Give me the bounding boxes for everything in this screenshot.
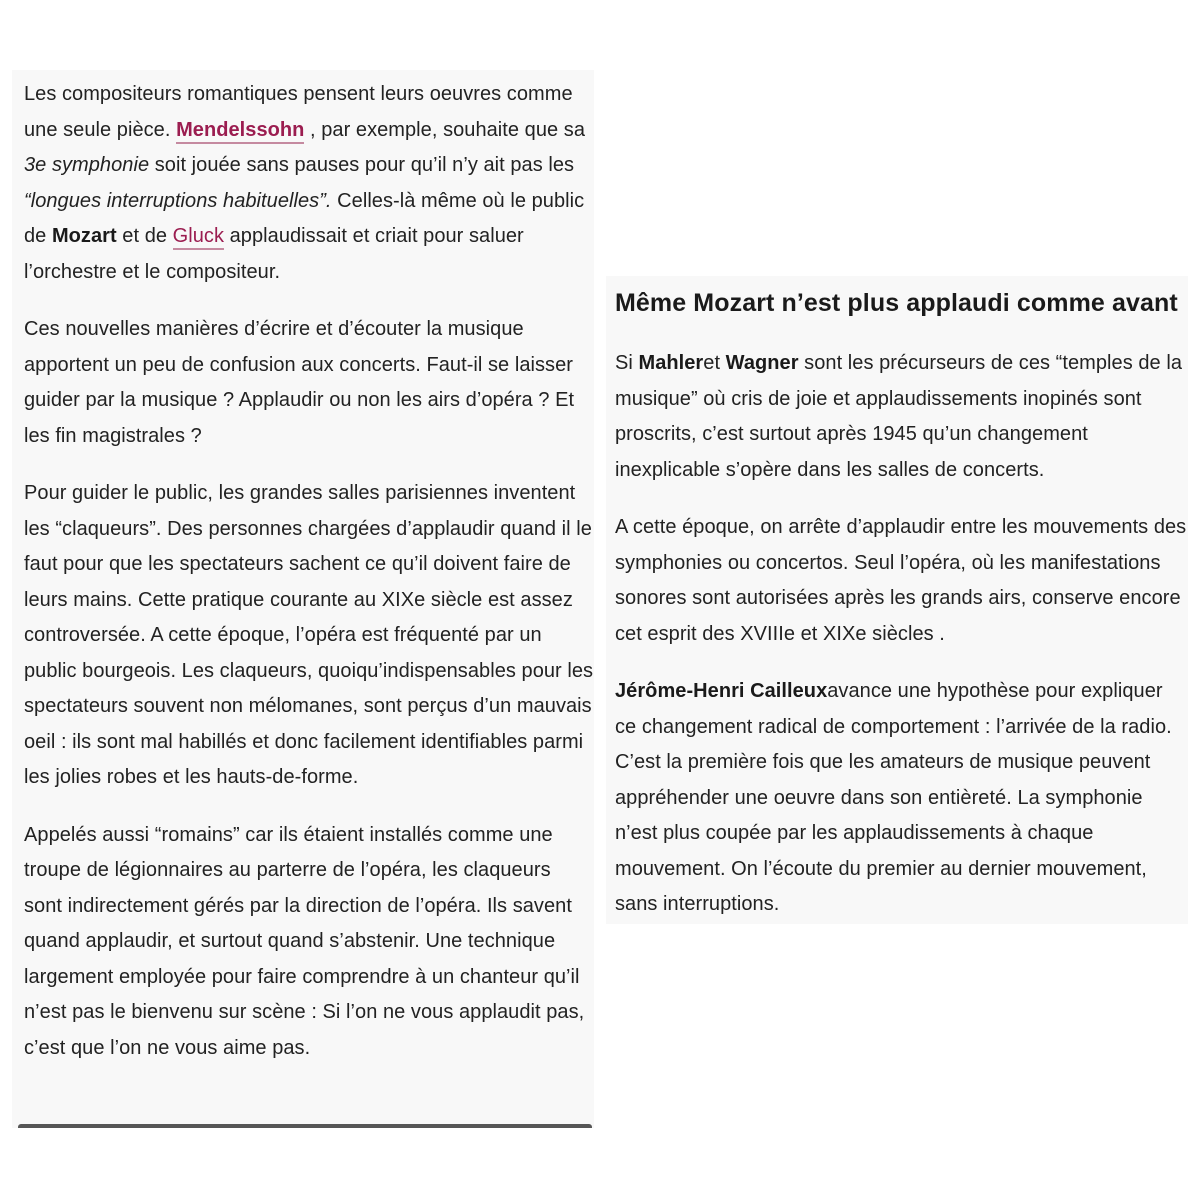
paragraph-romantic-composers: Les compositeurs romantiques pensent leurs oeuvres comme une seule pièce. Mendelssohn , par exemple, souhaite que sa 3e symphonie soit jouée sans pauses pour qu’il n’y ait pas les “longues interruptions habituelles”. Celles-là même où le public de Mozart et de Gluck applaudissait et criait pour saluer l’orchestre et le compositeur. [24, 83, 586, 283]
left-article-screenshot [12, 70, 594, 1128]
link-gluck[interactable]: Gluck [173, 225, 224, 250]
bold-mahler: Mahler [638, 352, 704, 374]
bold-wagner: Wagner [725, 352, 799, 374]
paragraph-mahler-wagner: Si Mahleret Wagner sont les précurseurs de ces “temples de la musique” où cris de joie et applaudissements inopinés sont proscrits, c’est surtout après 1945 qu’un changement inexplicable s’opère dans les salles de concerts. [615, 352, 1183, 481]
emphasis-symphonie: 3e symphonie [24, 154, 150, 176]
emphasis-quote: “longues interruptions habituelles”. [24, 189, 332, 212]
paragraph-claqueurs: Pour guider le public, les grandes salles parisiennes inventent les “claqueurs”. Des personnes chargées d’applaudir quand il le faut pour que les spectateurs sachent ce qu’il doivent faire de leurs mains. Cette pratique courante au XIXe siècle est assez controversée. A cette époque, l’opéra est fréquenté par un public bourgeois. Les claqueurs, quoiqu’indispensables pour les spectateurs souvent non mélomanes, sont perçus d’un mauvais oeil : ils sont mal habillés et donc facilement identifiables parmi les jolies robes et les hauts-de-forme. [24, 482, 594, 788]
paragraph-epoque: A cette époque, on arrête d’applaudir entre les mouvements des symphonies ou concertos. Seul l’opéra, où les manifestations sonores sont autorisées après les grands airs, conserve encore cet esprit des XVIIIe et XIXe siècles . [615, 516, 1187, 645]
section-heading: Même Mozart n’est plus applaudi comme avant [615, 289, 1178, 317]
paragraph-new-ways: Ces nouvelles manières d’écrire et d’écouter la musique apportent un peu de confusion aux concerts. Faut-il se laisser guider par la musique ? Applaudir ou non les airs d’opéra ? Et les fin magistrales ? [24, 318, 575, 447]
link-mendelssohn[interactable]: Mendelssohn [176, 119, 304, 144]
right-article-screenshot [606, 276, 1188, 924]
paragraph-romains: Appelés aussi “romains” car ils étaient installés comme une troupe de légionnaires au parterre de l’opéra, les claqueurs sont indirectement gérés par la direction de l’opéra. Ils savent quand applaudir, et surtout quand s’abstenir. Une technique largement employée pour faire comprendre à un chanteur qu’il n’est pas le bienvenu sur scène : Si l’on ne vous applaudit pas, c’est que l’on ne vous aime pas. [24, 823, 585, 1059]
bold-cailleux: Jérôme-Henri Cailleux [615, 680, 828, 702]
paragraph-cailleux: Jérôme-Henri Cailleuxavance une hypothèse pour expliquer ce changement radical de comportement : l’arrivée de la radio. C’est la première fois que les amateurs de musique peuvent appréhender une oeuvre dans son entièreté. La symphonie n’est plus coupée par les applaudissements à chaque mouvement. On l’écoute du premier au dernier mouvement, sans interruptions. [615, 680, 1172, 915]
bold-mozart: Mozart [51, 225, 117, 247]
scroll-edge-divider [18, 1124, 592, 1128]
